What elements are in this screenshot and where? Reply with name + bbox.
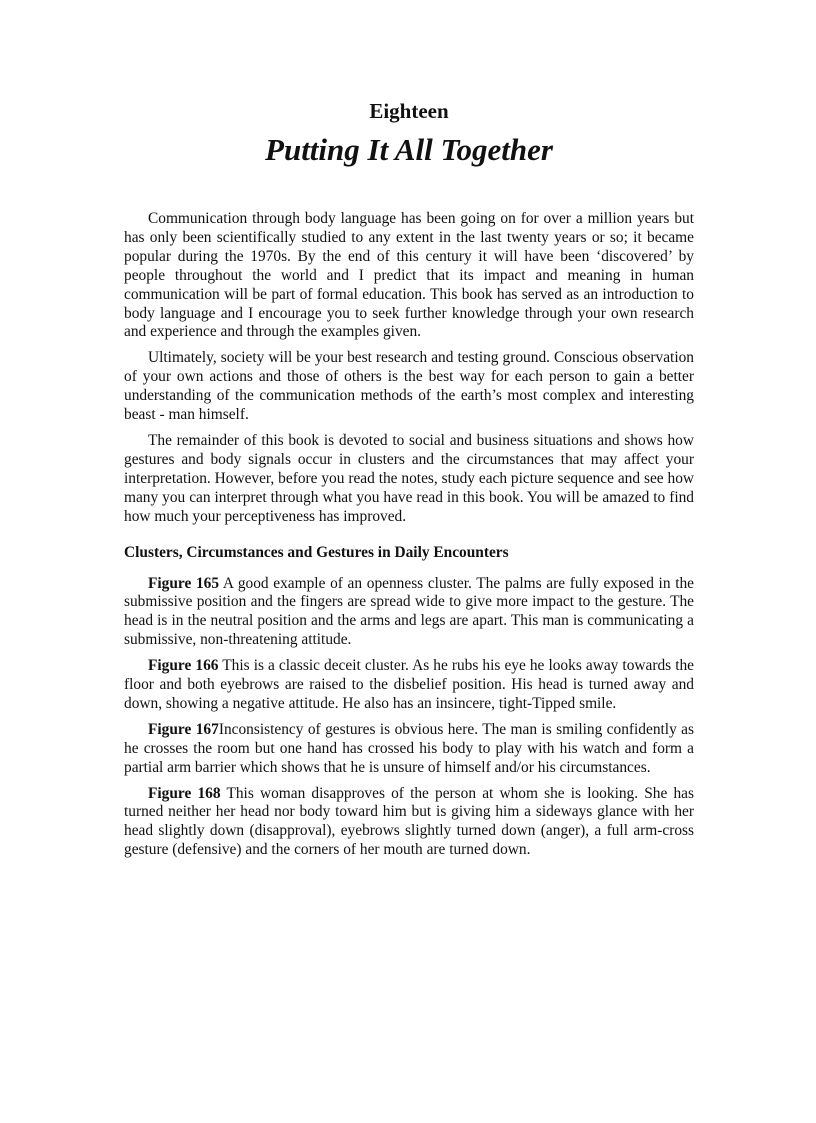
figure-text: This woman disapproves of the person at whom she is looking. She has turned neither her head nor body toward him but is giving him a sideways glance with her head slightly down (disapproval), eyebrows slightly turned down (anger), a full arm-cross gesture (defensive) and the corners of her mouth are turned down. <box>124 784 694 859</box>
intro-paragraph: Ultimately, society will be your best research and testing ground. Conscious observation of your own actions and those of others is the best way for each person to gain a better understanding of the communication methods of the earth’s most complex and interesting beast - man himself. <box>124 349 694 424</box>
figure-text: A good example of an openness cluster. The palms are fully exposed in the submissive position and the fingers are spread wide to give more impact to the gesture. The head is in the neutral position and the arms and legs are apart. This man is communicating a submissive, non-threatening attitude. <box>124 574 695 649</box>
chapter-title: Putting It All Together <box>265 132 553 167</box>
intro-paragraph: Communication through body language has been going on for over a million years but has only been scientifically studied to any extent in the last twenty years or so; it became popular during the 1970s. By the end of this century it will have been ‘discovered’ by people throughout the world and I predict that its impact and meaning in human communication will be part of formal education. This book has served as an introduction to body language and I encourage you to seek further knowledge through your own research and experience and through the examples given. <box>124 210 694 341</box>
figure-label: Figure 165 <box>148 574 220 592</box>
figure-label: Figure 167 <box>148 720 219 738</box>
figure-description <box>124 721 694 778</box>
figure-description <box>124 657 694 714</box>
intro-paragraph: The remainder of this book is devoted to social and business situations and shows how gestures and body signals occur in clusters and the circumstances that may affect your interpretation. However, before you read the notes, study each picture sequence and see how many you can interpret through what you have read in this book. You will be amazed to find how much your perceptiveness has improved. <box>124 431 694 525</box>
figure-text: This is a classic deceit cluster. As he rubs his eye he looks away towards the floor and both eyebrows are raised to the disbelief position. His head is turned away and down, showing a negative attitude. He also has an insincere, tight-Tipped smile. <box>124 657 695 712</box>
figure-label: Figure 168 <box>148 784 221 802</box>
figure-description <box>124 785 694 861</box>
figure-label: Figure 166 <box>148 657 219 675</box>
body-text <box>124 210 694 860</box>
document-page <box>124 96 694 867</box>
chapter-number: Eighteen <box>369 99 449 123</box>
figure-description <box>124 575 694 651</box>
section-heading: Clusters, Circumstances and Gestures in Daily Encounters <box>124 543 509 561</box>
figure-text: Inconsistency of gestures is obvious here. The man is smiling confidently as he crosses the room but one hand has crossed his body to play with his watch and form a partial arm barrier which shows that he is unsure of himself and/or his circumstances. <box>124 720 695 776</box>
